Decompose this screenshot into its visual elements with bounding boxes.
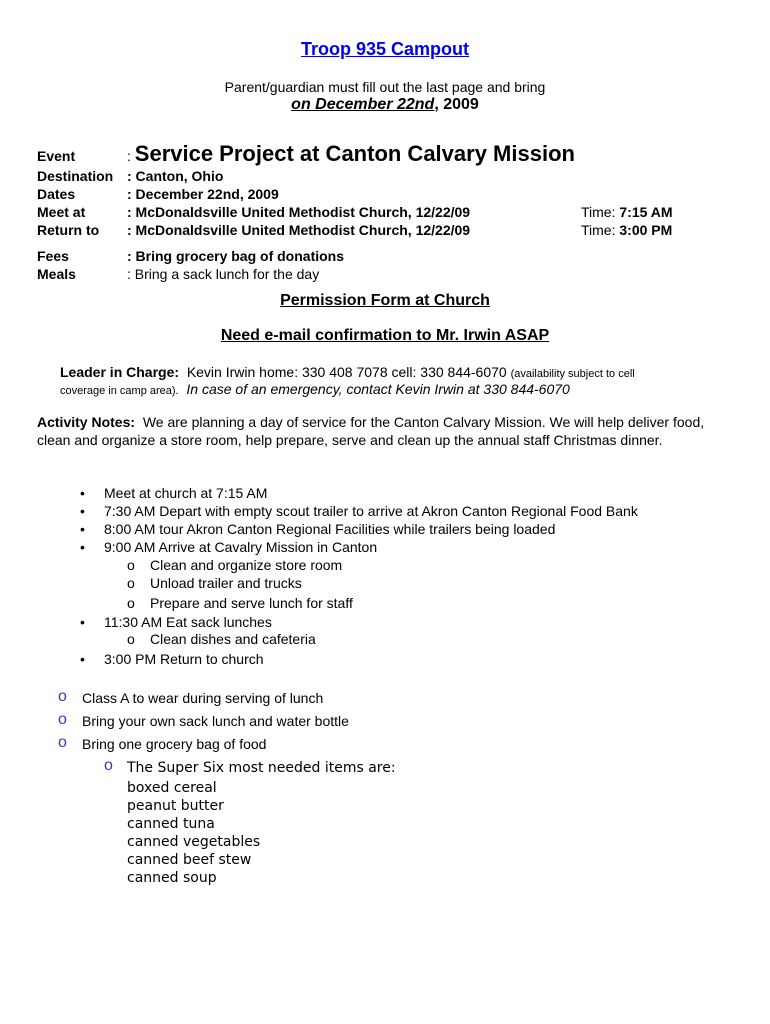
due-date	[0, 96, 770, 114]
super-six-item: canned beef stew	[127, 852, 252, 868]
note-marker: o	[58, 711, 67, 728]
sub-marker: o	[127, 575, 135, 591]
meet-time	[581, 204, 673, 220]
super-six-item: boxed cereal	[127, 780, 217, 796]
field-label-meet: Meet at	[37, 204, 86, 220]
schedule-item: 7:30 AM Depart with empty scout trailer to arrive at Akron Canton Regional Food Bank	[104, 503, 638, 519]
field-label-meals: Meals	[37, 266, 76, 282]
super-six-item: canned soup	[127, 870, 217, 886]
leader-label: Leader in Charge:	[60, 364, 180, 380]
leader-note-2: coverage in camp area).	[60, 385, 179, 397]
field-label-event: Event	[37, 148, 76, 164]
activity-notes	[37, 413, 737, 449]
note-item: Bring one grocery bag of food	[82, 736, 267, 752]
bullet-marker: •	[80, 539, 85, 555]
bullet-marker: •	[80, 503, 85, 519]
field-value-return: : McDonaldsville United Methodist Church, 12/22/09	[127, 222, 471, 238]
leader-line	[60, 364, 635, 380]
email-heading: Need e-mail confirmation to Mr. Irwin ASAP	[220, 327, 550, 344]
field-label-dates: Dates	[37, 186, 76, 202]
field-value-destination: : Canton, Ohio	[127, 168, 224, 184]
schedule-item: 8:00 AM tour Akron Canton Regional Facilities while trailers being loaded	[104, 521, 556, 537]
leader-contact: Kevin Irwin home: 330 408 7078 cell: 330 844-6070	[186, 364, 507, 380]
schedule-item: 9:00 AM Arrive at Cavalry Mission in Canton	[104, 539, 378, 555]
field-label-fees: Fees	[37, 248, 69, 264]
field-value-meals: : Bring a sack lunch for the day	[127, 266, 320, 282]
schedule-subitem: Clean dishes and cafeteria	[150, 631, 316, 647]
document-title: Troop 935 Campout	[300, 39, 470, 59]
sub-marker: o	[127, 557, 135, 573]
bullet-marker: •	[80, 614, 85, 630]
meet-time-label: Time:	[581, 204, 620, 220]
field-value-fees: : Bring grocery bag of donations	[127, 248, 345, 264]
sub-marker: o	[127, 631, 135, 647]
due-date-year: , 2009	[434, 96, 479, 113]
super-six-heading: The Super Six most needed items are:	[127, 760, 396, 776]
schedule-item: 11:30 AM Eat sack lunches	[104, 614, 272, 630]
activity-label: Activity Notes:	[37, 414, 136, 430]
meet-time-value: 7:15 AM	[619, 204, 673, 220]
bullet-marker: •	[80, 521, 85, 537]
schedule-subitem: Clean and organize store room	[150, 557, 343, 573]
return-time-label: Time:	[581, 222, 620, 238]
leader-emergency: In case of an emergency, contact Kevin Irwin at 330 844-6070	[186, 381, 570, 397]
note-item: Class A to wear during serving of lunch	[82, 690, 324, 706]
bullet-marker: •	[80, 651, 85, 667]
event-name: Service Project at Canton Calvary Mission	[134, 141, 575, 166]
note-item: Bring your own sack lunch and water bottle	[82, 713, 349, 729]
bullet-marker: •	[80, 485, 85, 501]
field-value-event: : Service Project at Canton Calvary Mission	[127, 141, 575, 166]
note-marker: o	[58, 734, 67, 751]
schedule-subitem: Prepare and serve lunch for staff	[150, 595, 353, 611]
field-value-dates: : December 22nd, 2009	[127, 186, 279, 202]
note-marker: o	[58, 688, 67, 705]
return-time	[581, 222, 672, 238]
field-value-meet: : McDonaldsville United Methodist Church, 12/22/09	[127, 204, 471, 220]
super-six-item: canned vegetables	[127, 834, 261, 850]
schedule-subitem: Unload trailer and trucks	[150, 575, 302, 591]
leader-line-2	[60, 381, 570, 397]
activity-text: We are planning a day of service for the Canton Calvary Mission. We will help deliver food, clean and organize a store room, help prepare, serve and clean up the annual staff Christmas dinner.	[37, 414, 705, 448]
return-time-value: 3:00 PM	[619, 222, 673, 238]
due-date-emph: on December 22nd	[291, 96, 435, 113]
subtitle: Parent/guardian must fill out the last page and bring	[224, 79, 546, 95]
super-six-item: canned tuna	[127, 816, 215, 832]
sub-marker: o	[127, 595, 135, 611]
super-six-marker: o	[104, 757, 113, 774]
schedule-item: 3:00 PM Return to church	[104, 651, 264, 667]
schedule-item: Meet at church at 7:15 AM	[104, 485, 268, 501]
field-label-return: Return to	[37, 222, 100, 238]
permission-heading: Permission Form at Church	[280, 292, 490, 309]
leader-note: (availability subject to cell	[510, 368, 635, 380]
super-six-item: peanut butter	[127, 798, 224, 814]
field-label-destination: Destination	[37, 168, 114, 184]
